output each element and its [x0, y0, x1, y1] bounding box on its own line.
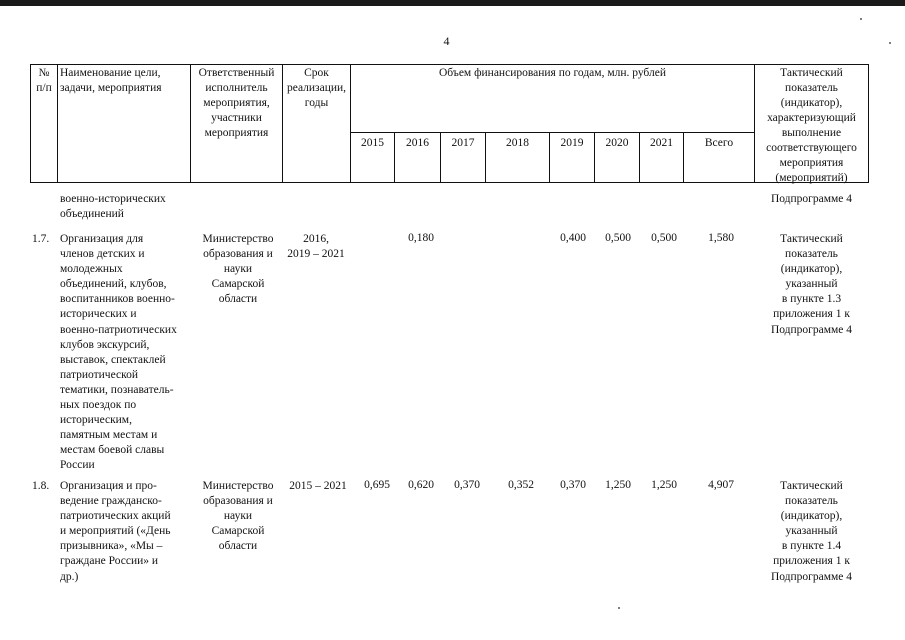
value-2018: 0,352 [508, 479, 534, 491]
header-name: Наименование цели, задачи, мероприятия [60, 67, 162, 94]
header-year-2017: 2017 [451, 137, 475, 149]
value-2017: 0,370 [454, 479, 480, 491]
continuation-name: военно-исторических объединений [60, 193, 166, 221]
header-financing: Объем финансирования по годам, млн. рублей [439, 67, 666, 79]
header-executor: Ответственный исполнитель мероприятия, участники мероприятия [198, 67, 275, 139]
row-period: 2015 – 2021 [289, 480, 347, 492]
row-indicator: Тактический показатель (индикатор), указанный в пункте 1.4 приложения 1 к Подпрограмме 4 [770, 480, 853, 583]
row-name: Организация для членов детских и молодежных объединений, клубов, воспитанников военно- исторических и военно-патриотических клубов экскурсий, выставок, спектаклей патриотической тематики, познаватель- ных поездок по историческим, памятным местам и местам боевой славы России [60, 233, 177, 472]
row-executor: Министерство образования и науки Самарской области [202, 233, 274, 306]
value-total: 4,907 [708, 479, 734, 491]
header-year-2015: 2015 [361, 137, 384, 149]
top-border [0, 0, 905, 6]
continuation-indicator: Подпрограмме 4 [770, 193, 853, 205]
value-2016: 0,620 [408, 479, 434, 491]
row-executor: Министерство образования и науки Самарской области [202, 480, 274, 553]
value-2019: 0,370 [560, 479, 586, 491]
page-number: 4 [443, 34, 450, 48]
value-2019: 0,400 [560, 232, 586, 244]
header-num: № п/п [36, 67, 52, 94]
row-number: 1.7. [32, 233, 50, 245]
row-name: Организация и про- ведение гражданско- патриотических акций и мероприятий («День призывника», «Мы – граждане России» и др.) [60, 480, 171, 583]
header-period: Срок реализации, годы [286, 67, 347, 109]
row-number: 1.8. [32, 480, 50, 492]
scan-dot [860, 18, 862, 20]
header-indicator: Тактический показатель (индикатор), характеризующий выполнение соответствующего мероприятия (мероприятий) [766, 67, 857, 184]
row-period: 2016, 2019 – 2021 [287, 233, 345, 261]
header-year-2018: 2018 [506, 137, 529, 149]
header-year-2021: 2021 [650, 137, 673, 149]
value-2021: 0,500 [651, 232, 677, 244]
value-2015: 0,695 [364, 479, 390, 491]
value-2020: 1,250 [605, 479, 631, 491]
value-2021: 1,250 [651, 479, 677, 491]
scan-dot [618, 607, 620, 609]
header-year-2019: 2019 [560, 137, 584, 149]
value-2016: 0,180 [408, 232, 434, 244]
value-2020: 0,500 [605, 232, 631, 244]
header-total: Всего [704, 137, 734, 149]
header-year-2016: 2016 [406, 137, 429, 149]
header-year-2020: 2020 [605, 137, 629, 149]
value-total: 1,580 [708, 232, 734, 244]
row-indicator: Тактический показатель (индикатор), указанный в пункте 1.3 приложения 1 к Подпрограмме 4 [770, 233, 853, 336]
